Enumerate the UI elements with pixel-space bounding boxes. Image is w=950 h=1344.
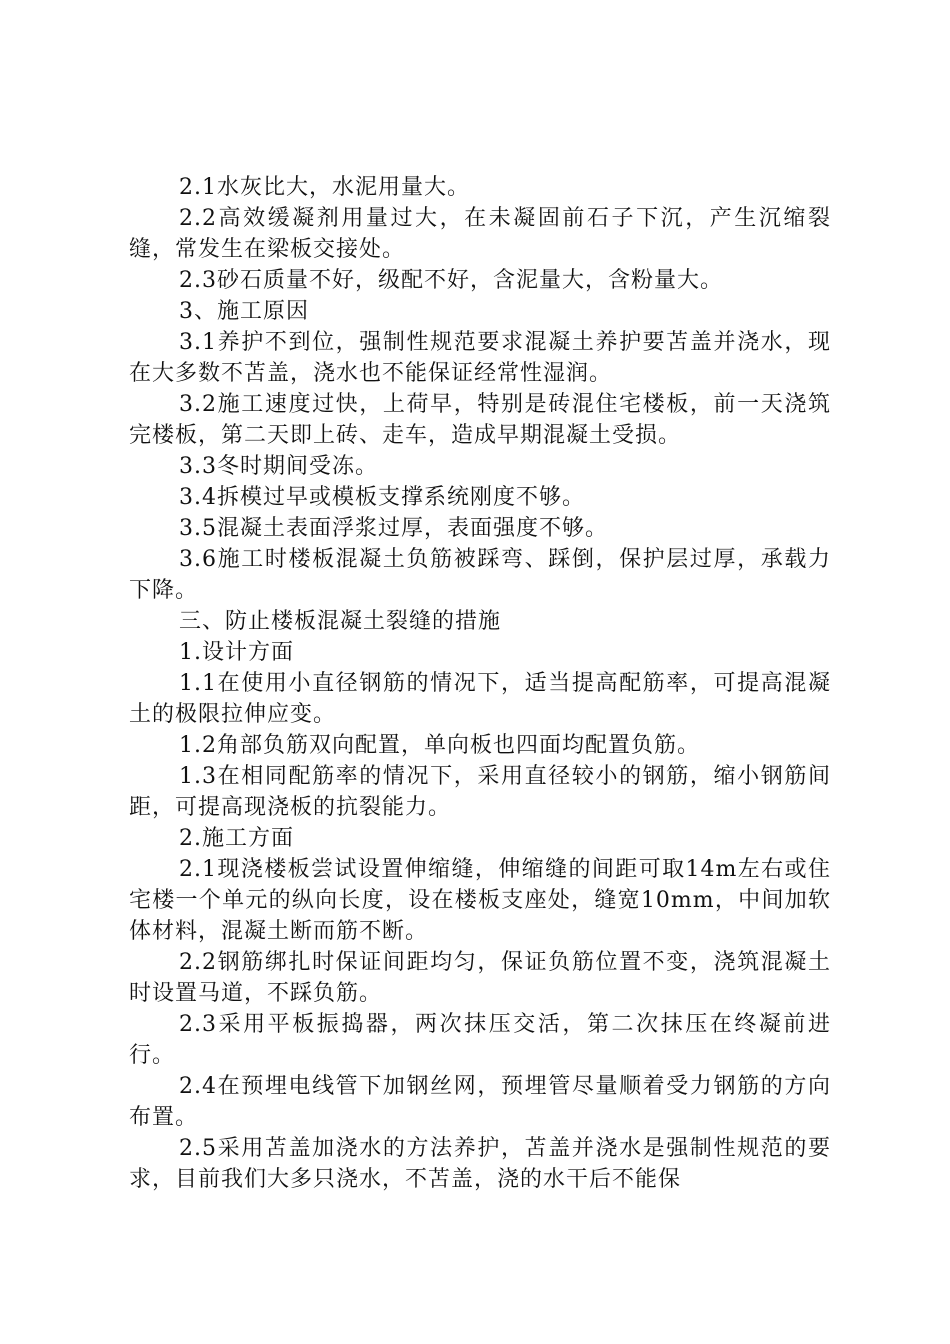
paragraph: 1.3在相同配筋率的情况下，采用直径较小的钢筋，缩小钢筋间距，可提高现浇板的抗裂能力。 (129, 764, 831, 820)
paragraph: 3.5混凝土表面浮浆过厚，表面强度不够。 (179, 516, 608, 541)
paragraph: 2.1现浇楼板尝试设置伸缩缝，伸缩缝的间距可取14m左右或住宅楼一个单元的纵向长度，设在楼板支座处，缝宽10mm，中间加软体材料，混凝土断而筋不断。 (129, 857, 831, 944)
paragraph: 3.3冬时期间受冻。 (179, 454, 378, 479)
subsection-heading: 2.施工方面 (179, 826, 294, 851)
paragraph: 3.2施工速度过快，上荷早，特别是砖混住宅楼板，前一天浇筑完楼板，第二天即上砖、走车，造成早期混凝土受损。 (129, 392, 831, 448)
paragraph: 2.3砂石质量不好，级配不好，含泥量大，含粉量大。 (179, 268, 723, 293)
paragraph: 1.2角部负筋双向配置，单向板也四面均配置负筋。 (179, 733, 700, 758)
paragraph: 2.4在预埋电线管下加钢丝网，预埋管尽量顺着受力钢筋的方向布置。 (129, 1074, 831, 1130)
document-body (129, 172, 831, 1195)
paragraph: 3.6施工时楼板混凝土负筋被踩弯、踩倒，保护层过厚，承载力下降。 (129, 547, 831, 603)
section-heading: 3、施工原因 (179, 299, 309, 324)
paragraph: 2.1水灰比大，水泥用量大。 (179, 175, 470, 200)
paragraph: 3.1养护不到位，强制性规范要求混凝土养护要苫盖并浇水，现在大多数不苫盖，浇水也不能保证经常性湿润。 (129, 330, 831, 386)
section-heading: 三、防止楼板混凝土裂缝的措施 (179, 609, 502, 634)
paragraph: 2.2高效缓凝剂用量过大，在未凝固前石子下沉，产生沉缩裂缝，常发生在梁板交接处。 (129, 206, 831, 262)
subsection-heading: 1.设计方面 (179, 640, 294, 665)
paragraph: 3.4拆模过早或模板支撑系统刚度不够。 (179, 485, 585, 510)
paragraph: 2.5采用苫盖加浇水的方法养护，苫盖并浇水是强制性规范的要求，目前我们大多只浇水，不苫盖，浇的水干后不能保 (129, 1136, 831, 1192)
paragraph: 2.2钢筋绑扎时保证间距均匀，保证负筋位置不变，浇筑混凝土时设置马道，不踩负筋。 (129, 950, 831, 1006)
paragraph: 2.3采用平板振捣器，两次抹压交活，第二次抹压在终凝前进行。 (129, 1012, 831, 1068)
paragraph: 1.1在使用小直径钢筋的情况下，适当提高配筋率，可提高混凝土的极限拉伸应变。 (129, 671, 831, 727)
